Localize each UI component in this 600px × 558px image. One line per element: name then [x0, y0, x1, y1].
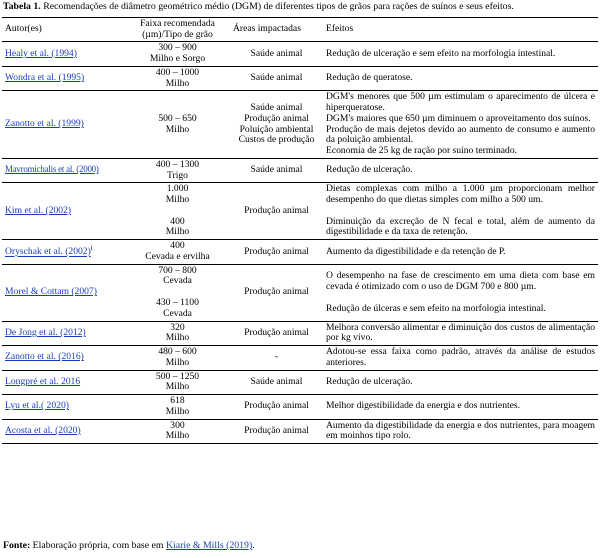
cell-areas — [230, 42, 323, 66]
range-line: Cevada — [163, 307, 192, 319]
author-reference-link[interactable]: Longpré et al. 2016 — [5, 375, 81, 387]
effect-text: Dietas complexas com milho a 1.000 µm proporcionam melhor desempenho do que dietas simples com milho a 500 um. — [326, 183, 595, 206]
range-line: 400 — [170, 215, 185, 227]
cell-areas — [230, 321, 323, 345]
cell-range — [125, 395, 230, 419]
range-line: 430 – 1100 — [156, 297, 199, 309]
cell-effects — [323, 240, 598, 264]
cell-range — [125, 42, 230, 66]
author-reference-link[interactable]: Morel & Cottam (2007) — [5, 286, 97, 298]
author-reference-link[interactable]: Healy et al. (1994) — [5, 47, 77, 59]
author-reference-link[interactable]: Wondra et al. (1995) — [5, 72, 85, 84]
cell-author — [2, 346, 125, 370]
area-line: Saúde animal — [250, 102, 303, 114]
header-range-line2: (µm)/Tipo de grão — [142, 28, 213, 40]
range-line: Milho — [165, 332, 190, 344]
cell-areas — [230, 158, 323, 182]
range-line: Milho — [165, 356, 190, 368]
footer-label: Fonte: — [3, 540, 31, 551]
cell-author — [2, 370, 125, 394]
effect-text: Melhora conversão alimentar e diminuição dos custos de alimentação por kg vivo. — [326, 321, 595, 344]
cell-areas — [230, 91, 323, 158]
table-row — [2, 419, 598, 443]
cell-effects — [323, 91, 598, 158]
effect-text: Adotou-se essa faixa como padrão, através da análise de estudos anteriores. — [326, 346, 595, 368]
range-line: Cevada — [163, 275, 192, 287]
cell-effects — [323, 158, 598, 182]
range-line: 500 – 1250 — [155, 370, 200, 382]
area-line: Saúde animal — [250, 375, 303, 387]
cell-effects — [323, 370, 598, 394]
effect-text: Diminuição da excreção de N fecal e total, além de aumento da digestibilidade e da taxa de retenção. — [326, 215, 595, 238]
table-row — [2, 395, 598, 419]
effect-text: Redução de úlceras e sem efeito na morfologia intestinal. — [326, 302, 546, 314]
effect-text: Redução de ulceração. — [326, 375, 413, 387]
effect-text: Melhor digestibilidade da energia e dos nutrientes. — [326, 400, 521, 412]
table-row — [2, 346, 598, 370]
range-line: 300 – 900 — [158, 42, 197, 54]
area-line: Produção animal — [244, 400, 309, 412]
author-reference-link[interactable]: Kim et al. (2002) — [5, 204, 72, 216]
range-line: Milho — [165, 381, 190, 393]
cell-author — [2, 66, 125, 90]
area-line: Produção animal — [244, 204, 309, 216]
range-line: 320 — [170, 321, 185, 333]
area-line: - — [274, 351, 279, 363]
cell-author — [2, 264, 125, 321]
table-row — [2, 42, 598, 66]
author-reference-link[interactable]: De Jong et al. (2012) — [5, 326, 86, 338]
header-effects: Efeitos — [323, 18, 598, 42]
cell-areas — [230, 346, 323, 370]
area-line: Produção animal — [244, 424, 309, 436]
cell-author — [2, 240, 125, 264]
cell-effects — [323, 42, 598, 66]
table-row — [2, 321, 598, 345]
range-line: Milho — [165, 226, 190, 238]
table-row — [2, 66, 598, 90]
range-line: Milho — [165, 77, 190, 89]
area-line: Produção animal — [244, 326, 309, 338]
range-line: 400 – 1000 — [155, 66, 200, 78]
cell-author — [2, 183, 125, 240]
cell-effects — [323, 395, 598, 419]
cell-areas — [230, 419, 323, 443]
range-line: Milho — [165, 194, 190, 206]
cell-range — [125, 346, 230, 370]
area-line: Produção animal — [244, 286, 309, 298]
effect-text: DGM's maiores que 650 µm diminuem o aproveitamento dos suínos. — [326, 112, 591, 124]
effect-text: Redução de ulceração. — [326, 164, 413, 176]
cell-range — [125, 419, 230, 443]
table-row — [2, 240, 598, 264]
range-line: 400 – 1300 — [155, 158, 200, 170]
table-footer — [3, 541, 255, 552]
cell-areas — [230, 240, 323, 264]
cell-areas — [230, 183, 323, 240]
area-line: Poluição ambiental — [239, 123, 314, 135]
cell-areas — [230, 395, 323, 419]
header-range-line1: Faixa recomendada — [140, 18, 215, 29]
effect-text: Redução de ulceração e sem efeito na morfologia intestinal. — [326, 47, 556, 59]
cell-range — [125, 370, 230, 394]
area-line: Custos de produção — [238, 134, 315, 146]
effect-text: Aumento da digestibilidade da energia e dos nutrientes, para moagem em moinhos tipo rolo. — [326, 419, 595, 442]
cell-author — [2, 91, 125, 158]
header-areas: Áreas impactadas — [230, 18, 323, 42]
author-reference-link[interactable]: Acosta et al. (2020) — [5, 424, 81, 436]
footer-text: Elaboração própria, com base em — [30, 540, 166, 551]
grain-dgm-table — [2, 17, 598, 444]
range-line: 700 – 800 — [158, 264, 197, 276]
author-reference-link[interactable]: Oryschak et al. (2002) — [5, 246, 91, 258]
area-line: Saúde animal — [250, 47, 303, 59]
area-line: Produção animal — [244, 245, 309, 257]
effect-text: O desempenho na fase de crescimento em uma dieta com base em cevada é otimizado com o uso de DGM 700 e 800 µm. — [326, 270, 595, 292]
cell-effects — [323, 321, 598, 345]
table-row — [2, 183, 598, 240]
area-line: Saúde animal — [250, 72, 303, 84]
author-reference-link[interactable]: Zanotto et al. (2016) — [5, 351, 84, 363]
range-line: 480 – 600 — [158, 346, 197, 358]
cell-range — [125, 264, 230, 321]
cell-range — [125, 321, 230, 345]
author-reference-link[interactable]: Mavromichalis et al. (2000) — [5, 164, 99, 175]
caption-label: Tabela 1. — [3, 1, 41, 12]
footer-reference-link[interactable]: Kiarie & Mills (2019) — [165, 540, 253, 551]
range-line: 500 – 650 — [158, 112, 197, 124]
area-line: Saúde animal — [250, 164, 303, 176]
author-reference-link[interactable]: Lyu et al.( 2020) — [5, 400, 69, 412]
cell-author — [2, 419, 125, 443]
range-line: Milho — [165, 405, 190, 417]
author-footnote-mark: i — [90, 244, 93, 253]
effect-text: Redução de queratose. — [326, 72, 413, 84]
cell-areas — [230, 264, 323, 321]
range-line: Milho — [165, 430, 190, 442]
cell-areas — [230, 66, 323, 90]
effect-text: Produção de mais dejetos devido ao aumento de consumo e aumento da poluição ambiental. — [326, 123, 595, 146]
cell-effects — [323, 66, 598, 90]
effect-text: Aumento da digestibilidade e da retenção de P. — [326, 245, 506, 257]
cell-range — [125, 183, 230, 240]
table-row — [2, 158, 598, 182]
range-line: 1.000 — [166, 183, 189, 195]
header-author: Autor(es) — [2, 18, 125, 42]
cell-effects — [323, 183, 598, 240]
range-line: Trigo — [167, 169, 188, 181]
cell-range — [125, 240, 230, 264]
cell-range — [125, 91, 230, 158]
cell-effects — [323, 346, 598, 370]
table-header-row — [2, 18, 598, 42]
range-line: Milho — [165, 123, 190, 135]
area-line: Produção animal — [244, 112, 309, 124]
cell-effects — [323, 264, 598, 321]
cell-range — [125, 66, 230, 90]
table-caption — [3, 2, 597, 13]
caption-text: Recomendações de diâmetro geométrico médio (DGM) de diferentes tipos de grãos para rações de suínos e seus efeitos. — [40, 1, 514, 12]
range-line: Cevada e ervilha — [145, 250, 210, 262]
range-line: 618 — [170, 395, 185, 407]
range-line: 300 — [170, 419, 185, 431]
range-line: Milho e Sorgo — [149, 53, 206, 65]
table-row — [2, 370, 598, 394]
cell-areas — [230, 370, 323, 394]
table-row — [2, 91, 598, 158]
cell-author — [2, 158, 125, 182]
header-range — [125, 18, 230, 42]
cell-range — [125, 158, 230, 182]
author-reference-link[interactable]: Zanotto et al. (1999) — [5, 118, 84, 130]
effect-text: Economia de 25 kg de ração por suíno terminado. — [326, 145, 518, 157]
effect-text: DGM's menores que 500 µm estimulam o aparecimento de úlcera e hiperqueratose. — [326, 91, 595, 114]
range-line: 400 — [170, 240, 185, 252]
cell-author — [2, 321, 125, 345]
footer-end: . — [252, 540, 255, 551]
cell-effects — [323, 419, 598, 443]
cell-author — [2, 42, 125, 66]
cell-author — [2, 395, 125, 419]
table-row — [2, 264, 598, 321]
